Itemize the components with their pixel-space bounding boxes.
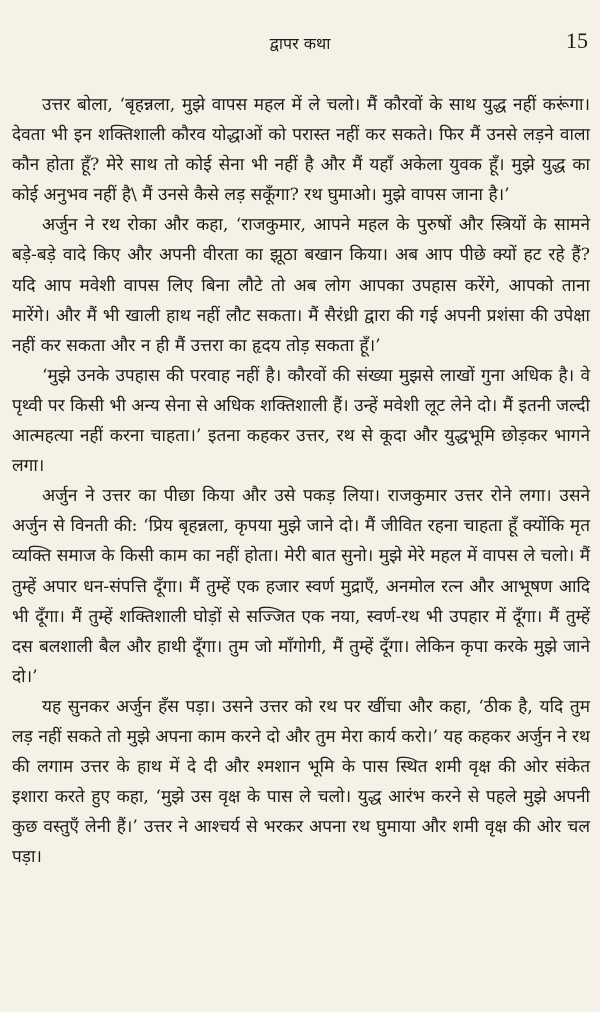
paragraph-4: अर्जुन ने उत्तर का पीछा किया और उसे पकड़ लिया। राजकुमार उत्तर रोने लगा। उसने अर्जुन से विनती की: ‘प्रिय बृहन्नला, कृपया मुझे जाने दो। मैं जीवित रहना चाहता हूँ क्योंकि मृत व्यक्ति समाज के किसी काम का नहीं होता। मेरी बात सुनो। मुझे मेरे महल में वापस ले चलो। मैं तुम्हें अपार धन-संपत्ति दूँगा। मैं तुम्हें एक हजार स्वर्ण मुद्राएँ, अनमोल रत्न और आभूषण आदि भी दूँगा। मैं तुम्हें शक्तिशाली घोड़ों से सज्जित एक नया, स्वर्ण-रथ भी उपहार में दूँगा। मैं तुम्हें दस बलशाली बैल और हाथी दूँगा। तुम जो माँगोगी, मैं तुम्हें दूँगा। लेकिन कृपा करके मुझे जाने दो।’ bbox=[12, 486, 590, 687]
paragraph-1: उत्तर बोला, ‘बृहन्नला, मुझे वापस महल में ले चलो। मैं कौरवों के साथ युद्ध नहीं करूंगा। देवता भी इन शक्तिशाली कौरव योद्धाओं को परास्त नहीं कर सकते। फिर मैं उनसे लड़ने वाला कौन होता हूँ? मेरे साथ तो कोई सेना भी नहीं है और मैं यहाँ अकेला युवक हूँ। मुझे युद्ध का कोई अनुभव नहीं है\ मैं उनसे कैसे लड़ सकूँगा? रथ घुमाओ। मुझे वापस जाना है।’ bbox=[12, 95, 590, 206]
page-number: 15 bbox=[566, 28, 588, 53]
page-header bbox=[0, 28, 600, 58]
paragraph-2: अर्जुन ने रथ रोका और कहा, ‘राजकुमार, आपने महल के पुरुषों और स्त्रियों के सामने बड़े-बड़े वादे किए और अपनी वीरता का झूठा बखान किया। अब आप पीछे क्यों हट रहे हैं? यदि आप मवेशी वापस लिए बिना लौटे तो अब लोग आपका उपहास करेंगे, आपको ताना मारेंगे। और मैं भी खाली हाथ नहीं लौट सकता। मैं सैरंध्री द्वारा की गई अपनी प्रशंसा की उपेक्षा नहीं कर सकता और न ही मैं उत्तरा का हृदय तोड़ सकता हूँ।’ bbox=[12, 215, 590, 356]
running-head: द्वापर कथा bbox=[269, 34, 331, 53]
paragraph-5: यह सुनकर अर्जुन हँस पड़ा। उसने उत्तर को रथ पर खींचा और कहा, ‘ठीक है, यदि तुम लड़ नहीं सकते तो मुझे अपना काम करने दो और तुम मेरा कार्य करो।’ यह कहकर अर्जुन ने रथ की लगाम उत्तर के हाथ में दे दी और श्मशान भूमि के पास स्थित शमी वृक्ष की ओर संकेत इशारा करते हुए कहा, ‘मुझे उस वृक्ष के पास ले चलो। युद्ध आरंभ करने से पहले मुझे अपनी कुछ वस्तुएँ लेनी हैं।’ उत्तर ने आश्चर्य से भरकर अपना रथ घुमाया और शमी वृक्ष की ओर चल पड़ा। bbox=[12, 696, 590, 868]
body-text bbox=[12, 90, 590, 872]
paragraph-3: ‘मुझे उनके उपहास की परवाह नहीं है। कौरवों की संख्या मुझसे लाखों गुना अधिक है। वे पृथ्वी पर किसी भी अन्य सेना से अधिक शक्तिशाली हैं। उन्हें मवेशी लूट लेने दो। मैं इतनी जल्दी आत्महत्या नहीं करना चाहता।’ इतना कहकर उत्तर, रथ से कूदा और युद्धभूमि छोड़कर भागने लगा। bbox=[12, 365, 590, 477]
